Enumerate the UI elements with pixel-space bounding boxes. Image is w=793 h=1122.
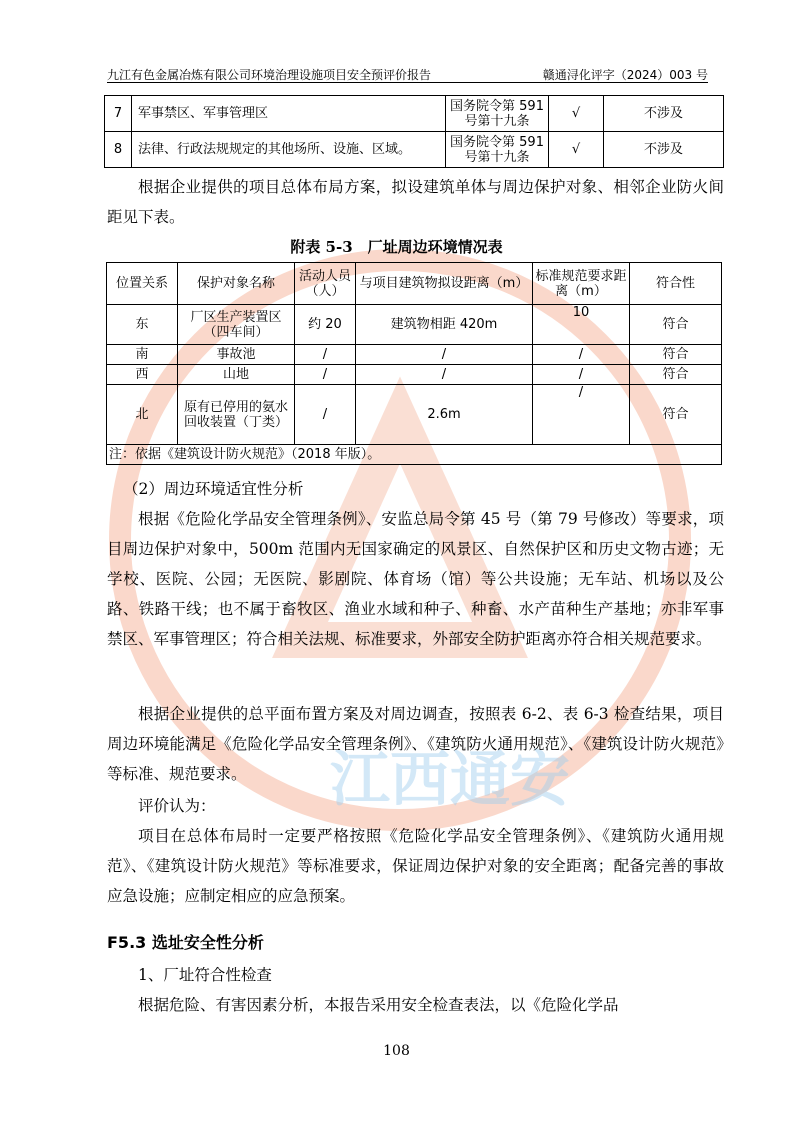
cell-standard: / — [533, 385, 630, 445]
col-header: 保护对象名称 — [178, 263, 295, 305]
row-check: √ — [549, 132, 604, 168]
intro-paragraph: 根据企业提供的项目总体布局方案，拟设建筑单体与周边保护对象、相邻企业防火间距见下表。 — [107, 178, 724, 226]
table-row — [105, 96, 724, 132]
header-right: 赣通浔化评字（2024）003 号 — [542, 68, 708, 82]
cell-standard: 10 — [533, 305, 630, 345]
cell-people: 约 20 — [295, 305, 356, 345]
table-row — [107, 385, 722, 445]
cell-result: 符合 — [630, 345, 722, 365]
top-check-table — [104, 95, 724, 168]
cell-position: 东 — [107, 305, 178, 345]
cell-people: / — [295, 345, 356, 365]
cell-standard: / — [533, 345, 630, 365]
row-result: 不涉及 — [604, 96, 724, 132]
evaluation-text: 项目在总体布局时一定要严格按照《危险化学品安全管理条例》、《建筑防火通用规范》、《建筑设计防火规范》等标准要求，保证周边保护对象的安全距离；配备完善的事故应急设施；应制定相应的应急预案。 — [107, 827, 724, 905]
cell-position: 西 — [107, 365, 178, 385]
table-row — [107, 365, 722, 385]
col-header: 符合性 — [630, 263, 722, 305]
paragraph: 根据《危险化学品安全管理条例》、安监总局令第 45 号（第 79 号修改）等要求，项目周边保护对象中，500m 范围内无国家确定的风景区、自然保护区和历史文物古迹；无学校、医院、公园；无医院、影剧院、体育场（馆）等公共设施；无车站、机场以及公路、铁路干线；也不属于畜牧区、渔业水域和种子、种畜、水产苗种生产基地；亦非军事禁区、军事管理区；符合相关法规、标准要求，外部安全防护距离亦符合相关规范要求。 — [107, 510, 724, 648]
cell-object: 厂区生产装置区（四车间） — [178, 305, 295, 345]
section-item: 1、厂址符合性检查 — [138, 966, 272, 984]
cell-distance: / — [356, 365, 533, 385]
section-text: 根据危险、有害因素分析，本报告采用安全检查表法，以《危险化学品 — [138, 996, 619, 1014]
table-row — [107, 345, 722, 365]
cell-distance: / — [356, 345, 533, 365]
table-caption: 附表 5-3 厂址周边环境情况表 — [290, 238, 503, 256]
cell-standard: / — [533, 365, 630, 385]
col-header: 位置关系 — [107, 263, 178, 305]
table-header-row — [107, 263, 722, 305]
table-row — [105, 132, 724, 168]
cell-object: 事故池 — [178, 345, 295, 365]
col-header: 标准规范要求距离（m） — [533, 263, 630, 305]
cell-distance: 2.6m — [356, 385, 533, 445]
page-number: 108 — [383, 1043, 410, 1059]
subheading: （2）周边环境适宜性分析 — [123, 480, 304, 498]
row-basis: 国务院令第 591 号第十九条 — [446, 132, 549, 168]
col-header: 与项目建筑物拟设距离（m） — [356, 263, 533, 305]
col-header: 活动人员（人） — [295, 263, 356, 305]
cell-position: 南 — [107, 345, 178, 365]
row-check: √ — [549, 96, 604, 132]
row-number: 8 — [105, 132, 132, 168]
cell-distance: 建筑物相距 420m — [356, 305, 533, 345]
cell-people: / — [295, 365, 356, 385]
table-note: 注：依据《建筑设计防火规范》（2018 年版）。 — [107, 445, 722, 465]
cell-object: 原有已停用的氨水回收装置（丁类） — [178, 385, 295, 445]
cell-position: 北 — [107, 385, 178, 445]
row-item: 法律、行政法规规定的其他场所、设施、区域。 — [132, 132, 446, 168]
environment-table — [106, 262, 722, 465]
row-basis: 国务院令第 591 号第十九条 — [446, 96, 549, 132]
cell-people: / — [295, 385, 356, 445]
evaluation-label: 评价认为： — [138, 797, 216, 815]
row-number: 7 — [105, 96, 132, 132]
cell-result: 符合 — [630, 305, 722, 345]
table-row — [107, 305, 722, 345]
row-result: 不涉及 — [604, 132, 724, 168]
cell-result: 符合 — [630, 385, 722, 445]
cell-object: 山地 — [178, 365, 295, 385]
page-header — [107, 64, 708, 83]
paragraph: 根据企业提供的总平面布置方案及对周边调查，按照表 6-2、表 6-3 检查结果，项目周边环境能满足《危险化学品安全管理条例》、《建筑防火通用规范》、《建筑设计防火规范》等标准、规范要求。 — [107, 705, 724, 783]
row-item: 军事禁区、军事管理区 — [132, 96, 446, 132]
svg-text:江西通安: 江西通安 — [330, 745, 570, 815]
section-title: F5.3 选址安全性分析 — [107, 933, 264, 952]
header-left: 九江有色金属冶炼有限公司环境治理设施项目安全预评价报告 — [107, 68, 432, 82]
cell-result: 符合 — [630, 365, 722, 385]
table-note-row — [107, 445, 722, 465]
